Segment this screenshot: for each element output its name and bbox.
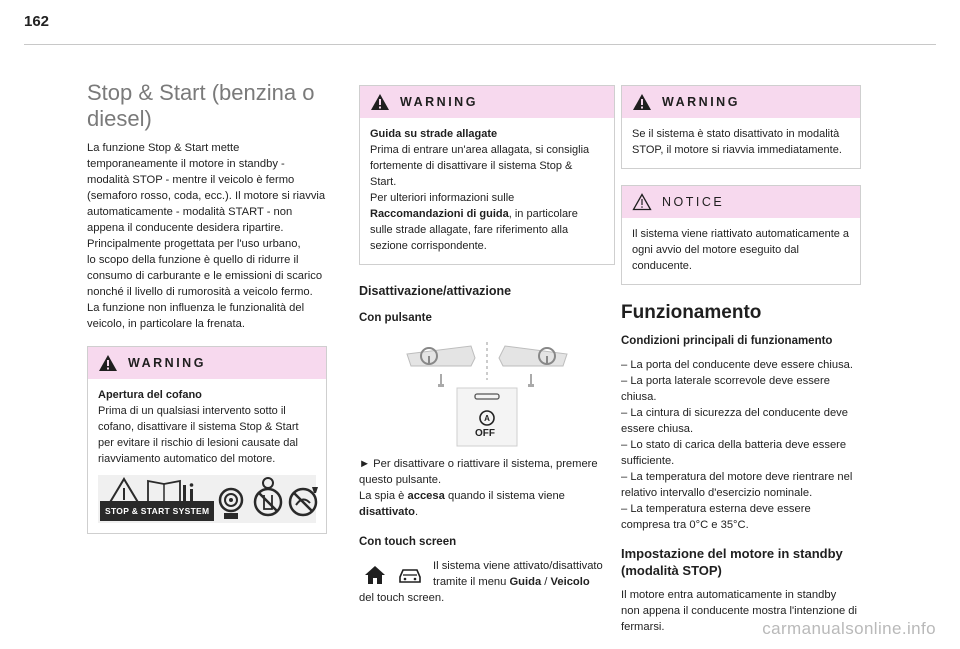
conditions-heading: Condizioni principali di funzionamento (621, 335, 833, 347)
notice-header (622, 186, 860, 218)
notice-box (621, 185, 861, 285)
stop-start-badge: STOP & START SYSTEM (100, 501, 214, 521)
touch-text: Il sistema viene attivato/disattivato tramite il menu Guida / Veicolo (433, 560, 603, 588)
off-button-label[interactable]: OFF (475, 428, 495, 439)
warning-body: Apertura del cofano Prima di un qualsiasi intervento sotto il cofano, disattivare il sistema Stop & Start per evitare il rischio di lesioni causate dal riavviamento automatico del motore. STOP & START SYSTEM (88, 379, 326, 533)
vehicle-icon (397, 564, 423, 586)
warning-label: WARNING (128, 356, 206, 370)
section-title-operation: Funzionamento (621, 302, 762, 323)
warning-box-hood (87, 346, 327, 534)
column-3 (621, 80, 861, 635)
warning-box-restart (621, 85, 861, 169)
button-instructions: ► Per disattivare o riattivare il sistema, premere questo pulsante. La spia è accesa quando il sistema viene disattivato. (359, 458, 598, 518)
warning-box-flooded (359, 85, 615, 265)
notice-label: NOTICE (662, 195, 725, 209)
home-icon (363, 564, 387, 586)
warning-body: Se il sistema è stato disattivato in modalità STOP, il motore si riavvia immediatamente. (632, 128, 842, 156)
warning-triangle-icon (370, 93, 390, 111)
svg-text:A: A (484, 414, 490, 423)
touch-section (359, 558, 615, 606)
intro-text: La funzione Stop & Start mette temporaneamente il motore in standby - modalità STOP - mentre il veicolo è fermo (semaforo rosso, coda, ecc.). Il motore si riavvia automaticamente - modalità START - non appena il conducente desidera ripartire. Principalmente progettata per l'uso urbano, lo scopo della funzione è quello di ridurre il consumo di carburante e le emissioni di scarico nonché il livello di rumorosità a veicolo fermo. La funzione non influenza le funzionalità del veicolo, in particolare la frenata. (87, 142, 326, 330)
button-heading: Con pulsante (359, 312, 432, 324)
conditions-list: – La porta del conducente deve essere chiusa. – La porta laterale scorrevole deve essere chiusa. – La cintura di sicurezza del conducente deve essere chiusa. – Lo stato di carica della batteria deve essere sufficiente. – La temperatura del motore deve rientrare nel relativo intervallo d'esercizio nominale. – La temperatura esterna deve essere compresa tra 0°C e 35°C. (621, 359, 853, 531)
warning-label: WARNING (662, 95, 740, 109)
column-2 (359, 80, 615, 606)
warning-triangle-icon (98, 354, 118, 372)
header-rule (24, 44, 936, 45)
button-illustration (359, 336, 615, 448)
column-1 (87, 80, 327, 534)
section-title-deactivation: Disattivazione/attivazione (359, 284, 512, 298)
notice-body: Il sistema viene riattivato automaticamente a ogni avvio del motore eseguito dal conducente. (632, 228, 850, 272)
notice-triangle-icon (632, 193, 652, 211)
page-title: Stop & Start (benzina o diesel) (87, 80, 315, 131)
standby-title: Impostazione del motore in standby (modalità STOP) (621, 546, 843, 578)
warning-header (360, 86, 614, 118)
warning-header (88, 347, 326, 379)
hood-warning-symbols (98, 475, 316, 523)
warning-header (622, 86, 860, 118)
warning-body: Guida su strade allagate Prima di entrare un'area allagata, si consiglia fortemente di disattivare il sistema Stop & Start. Per ulteriori informazioni sulle Raccomandazioni di guida, in particolare sulle strade allagate, fare riferimento alla sezione corrispondente. (370, 128, 590, 252)
page-number: 162 (24, 13, 50, 30)
watermark: carmanualsonline.info (762, 619, 936, 638)
touch-text-end: del touch screen. (359, 592, 445, 604)
touch-heading: Con touch screen (359, 536, 457, 548)
warning-label: WARNING (400, 95, 478, 109)
warning-triangle-icon (632, 93, 652, 111)
standby-text: Il motore entra automaticamente in standby non appena il conducente mostra l'intenzione di fermarsi. (621, 589, 857, 633)
